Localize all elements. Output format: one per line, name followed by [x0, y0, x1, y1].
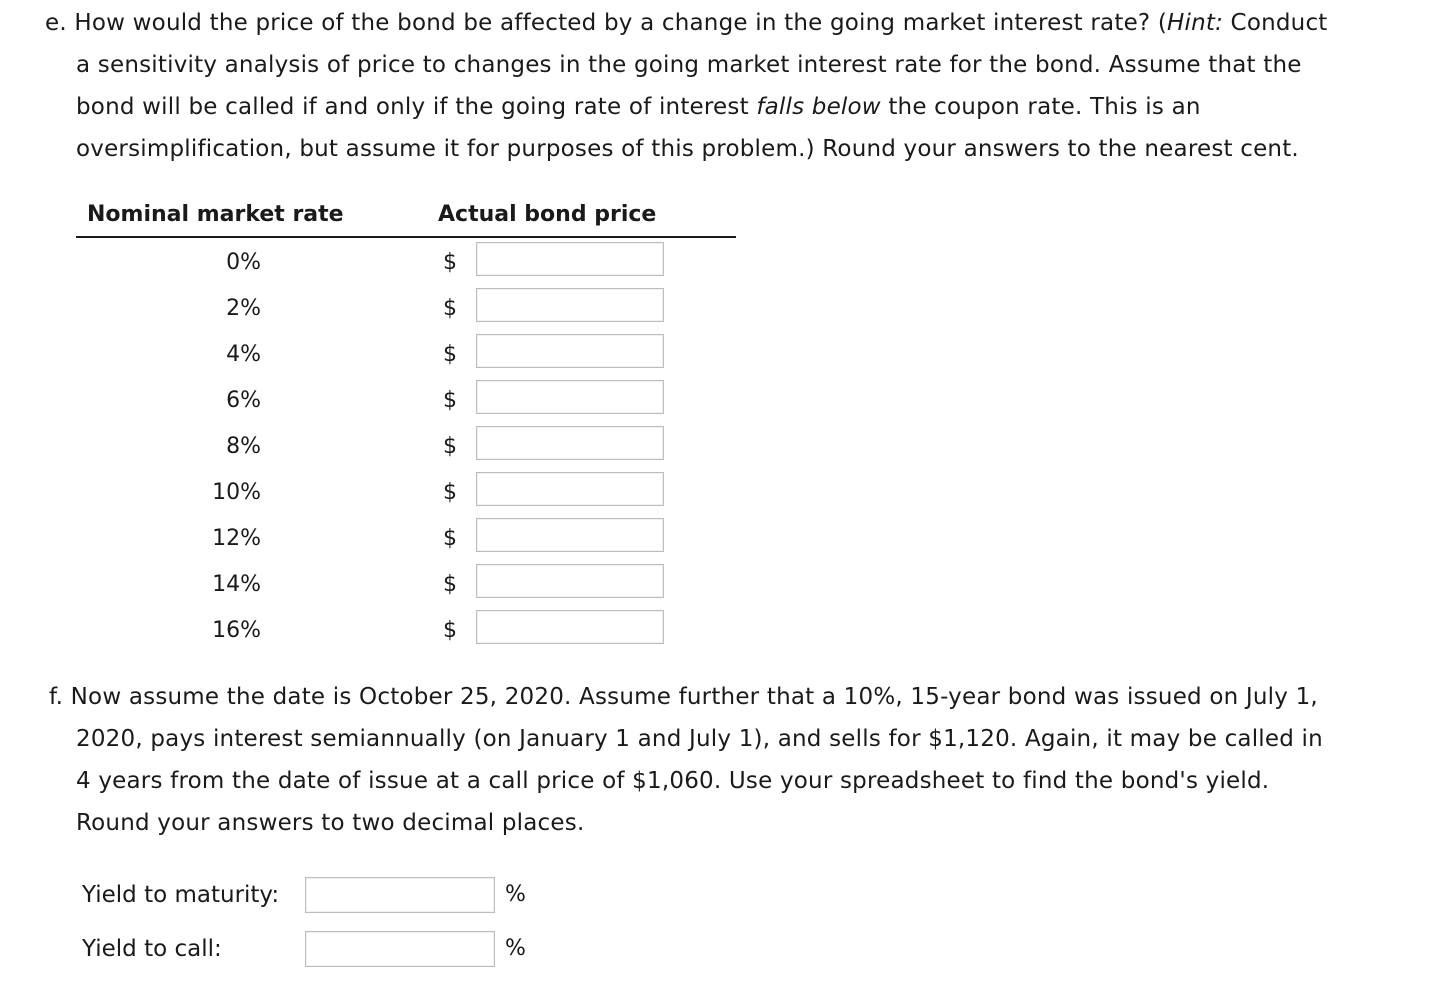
table-row [76, 284, 736, 330]
bond-price-input[interactable] [476, 426, 664, 460]
bond-price-input[interactable] [476, 242, 664, 276]
table-row [76, 238, 736, 284]
bond-price-input[interactable] [476, 564, 664, 598]
question-e-line-4: oversimplification, but assume it for purposes of this problem.) Round your answers to the nearest cent. [76, 136, 1299, 162]
rate-cell: 2% [226, 296, 261, 321]
dollar-sign: $ [443, 388, 457, 413]
dollar-sign: $ [443, 572, 457, 597]
table-header [76, 196, 736, 238]
question-e-line-3: bond will be called if and only if the going rate of interest falls below the coupon rate. This is an [76, 94, 1201, 120]
hint-label: Hint: [1167, 10, 1224, 36]
question-f-line-3: 4 years from the date of issue at a call price of $1,060. Use your spreadsheet to find the bond's yield. [76, 768, 1270, 794]
table-row [76, 606, 736, 652]
bond-price-input[interactable] [476, 334, 664, 368]
dollar-sign: $ [443, 250, 457, 275]
dollar-sign: $ [443, 618, 457, 643]
rate-cell: 0% [226, 250, 261, 275]
rate-cell: 6% [226, 388, 261, 413]
rate-cell: 16% [212, 618, 261, 643]
yield-to-call-label: Yield to call: [82, 936, 222, 962]
question-f [49, 676, 1323, 844]
rate-cell: 8% [226, 434, 261, 459]
falls-below-emphasis: falls below [756, 94, 881, 120]
sensitivity-table [76, 196, 736, 652]
question-e [45, 2, 1328, 170]
rate-cell: 10% [212, 480, 261, 505]
bond-price-input[interactable] [476, 472, 664, 506]
bond-price-input[interactable] [476, 518, 664, 552]
percent-sign: % [505, 882, 526, 907]
bond-price-input[interactable] [476, 380, 664, 414]
yield-to-maturity-label: Yield to maturity: [82, 882, 280, 908]
question-f-line-2: 2020, pays interest semiannually (on January 1 and July 1), and sells for $1,120. Again, it may be called in [76, 726, 1323, 752]
table-row [76, 468, 736, 514]
question-f-line-4: Round your answers to two decimal places. [76, 810, 585, 836]
bond-price-input[interactable] [476, 610, 664, 644]
question-e-line-2: a sensitivity analysis of price to changes in the going market interest rate for the bond. Assume that the [76, 52, 1302, 78]
table-row [76, 330, 736, 376]
dollar-sign: $ [443, 434, 457, 459]
question-e-line-1: e. How would the price of the bond be affected by a change in the going market interest rate? (Hint: Conduct [45, 10, 1328, 36]
percent-sign: % [505, 936, 526, 961]
header-actual-bond-price: Actual bond price [438, 202, 657, 227]
bond-price-input[interactable] [476, 288, 664, 322]
dollar-sign: $ [443, 296, 457, 321]
table-row [76, 514, 736, 560]
rate-cell: 4% [226, 342, 261, 367]
rate-cell: 14% [212, 572, 261, 597]
table-row [76, 376, 736, 422]
yield-to-maturity-input[interactable] [305, 877, 495, 913]
dollar-sign: $ [443, 342, 457, 367]
table-row [76, 560, 736, 606]
dollar-sign: $ [443, 480, 457, 505]
header-nominal-market-rate: Nominal market rate [87, 202, 344, 227]
question-f-line-1: f. Now assume the date is October 25, 2020. Assume further that a 10%, 15-year bond was issued on July 1, [49, 684, 1318, 710]
dollar-sign: $ [443, 526, 457, 551]
table-row [76, 422, 736, 468]
rate-cell: 12% [212, 526, 261, 551]
yield-to-call-input[interactable] [305, 931, 495, 967]
